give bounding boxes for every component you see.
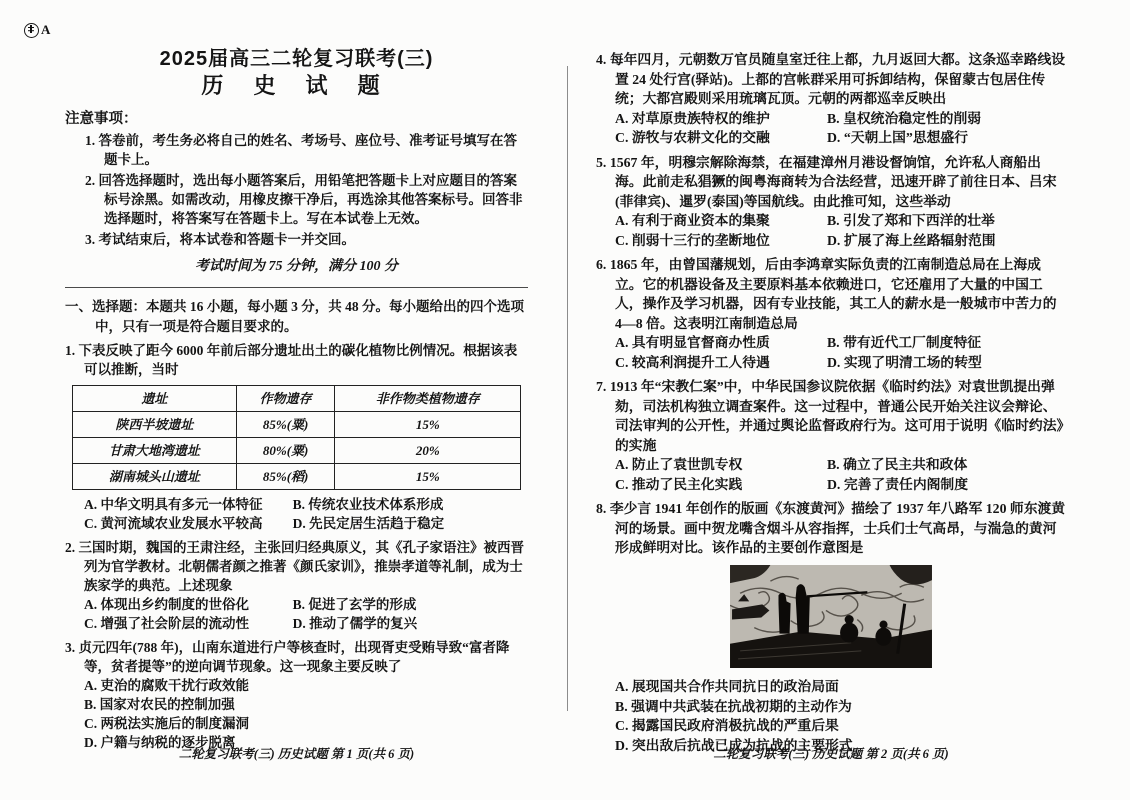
question-2-number: 2. (65, 540, 76, 555)
question-5-options (596, 211, 1066, 250)
notice-item: 3. 考试结束后，将本试卷和答题卡一并交回。 (85, 232, 355, 247)
exam-title: 2025届高三二轮复习联考(三) (159, 48, 434, 70)
question-8-text (596, 499, 1066, 558)
option-d: D. 完善了责任内阁制度 (826, 476, 969, 492)
q1-data-table (72, 385, 521, 490)
table-header-row (72, 386, 520, 412)
option-a: A. 对草原贵族特权的维护 (615, 110, 770, 126)
option-b: B. 传统农业技术体系形成 (292, 497, 444, 512)
table-header-cell: 作物遗存 (236, 386, 335, 412)
option-c: C. 增强了社会阶层的流动性 (84, 616, 249, 631)
question-5-text (596, 153, 1066, 212)
corner-label: A (41, 22, 51, 37)
table-row (72, 464, 520, 490)
option-a: A. 中华文明具有多元一体特征 (84, 497, 263, 512)
option-b: B. 引发了郑和下西洋的壮举 (826, 213, 995, 228)
question-5-body: 1567 年，明穆宗解除海禁，在福建漳州月港设督饷馆，允许私人商船出海。此前走私猖獗的闽粤海商转为合法经营，迅速开辟了前往日本、吕宋(菲律宾)、暹罗(泰国)等国航线。由此推可知，这些举动 (609, 154, 1057, 209)
question-3-body: 贞元四年(788 年)，山南东道进行户等核查时，出现胥吏受贿导致“富者降等，贫者提等”的逆向调节现象。这一现象主要反映了 (78, 640, 510, 674)
woodcut-print-container (596, 565, 1066, 674)
page-2-footer: 二轮复习联考(三) 历史试题 第 2 页(共 6 页) (713, 747, 949, 761)
question-7 (596, 377, 1066, 494)
notice-item: 2. 回答选择题时，选出每小题答案后，用铅笔把答题卡上对应题目的答案标号涂黑。如需改动，用橡皮擦干净后，再选涂其他答案标号。回答非选择题时，将答案写在答题卡上。写在本试卷上无效。 (85, 173, 523, 226)
question-6-options (596, 333, 1066, 372)
question-1-full: 1. (65, 343, 76, 358)
circled-seal-icon (24, 23, 39, 38)
question-1-body: 下表反映了距今 6000 年前后部分遗址出土的碳化植物比例情况。根据该表可以推断，当时 (78, 343, 518, 377)
question-4-number: 4. (596, 52, 607, 67)
page-1-footer: 二轮复习联考(三) 历史试题 第 1 页(共 6 页) (178, 747, 415, 761)
option-a: A. 具有明显官督商办性质 (615, 335, 770, 350)
option-c: C. 削弱十三行的垄断地位 (615, 232, 770, 248)
option-d: D. “天朝上国”思想盛行 (826, 130, 969, 145)
question-3-options (65, 676, 528, 752)
question-1 (65, 341, 528, 533)
question-6-text (596, 255, 1066, 333)
question-8-number: 8. (596, 501, 607, 516)
option-a: A. 体现出乡约制度的世俗化 (84, 597, 249, 612)
question-2-options (65, 595, 528, 633)
question-3-number: 3. (65, 640, 76, 655)
corner-mark (24, 22, 50, 38)
option-b: B. 确立了民主共和政体 (826, 457, 968, 472)
question-3-text (65, 638, 528, 676)
question-1-text (65, 341, 528, 379)
table-row (72, 412, 520, 438)
option-c: C. 揭露国民政府消极抗战的严重后果 (615, 718, 839, 733)
question-1-options (65, 495, 528, 533)
table-cell: 85%(稻) (236, 464, 335, 490)
option-b: B. 促进了玄学的形成 (292, 597, 417, 612)
notice-item: 1. 答卷前，考生务必将自己的姓名、考场号、座位号、准考证号填写在答题卡上。 (85, 133, 517, 167)
woodcut-print-image (730, 565, 932, 668)
question-6-number: 6. (596, 257, 607, 272)
subject-title: 历 史 试 题 (201, 73, 392, 98)
option-c: C. 黄河流域农业发展水平较高 (84, 516, 263, 531)
page-divider-line (567, 66, 568, 711)
table-header-cell: 遗址 (72, 386, 236, 412)
page-2 (596, 50, 1066, 755)
question-8-body: 李少言 1941 年创作的版画《东渡黄河》描绘了 1937 年八路军 120 师东渡黄河的场景。画中贺龙嘴含烟斗从容指挥，士兵们士气高昂，与湍急的黄河形成鲜明对比。该作品的主要创作意图是 (609, 501, 1066, 555)
section-rule (65, 287, 528, 288)
question-6 (596, 255, 1066, 372)
question-2-body: 三国时期，魏国的王肃注经，主张回归经典原义，其《孔子家语注》被西晋列为官学教材。北朝儒者颜之推著《颜氏家训》，推崇孝道等礼制，成为士族家学的典范。上述现象 (78, 540, 524, 593)
question-4-options (596, 109, 1066, 148)
table-cell: 20% (335, 438, 521, 464)
option-b: B. 带有近代工厂制度特征 (826, 335, 982, 350)
question-4-body: 每年四月，元朝数万官员随皇室迁往上都，九月返回大都。这条巡幸路线设置 24 处行宫(驿站)。上都的宫帐群采用可拆卸结构，保留蒙古包居住传统；大都宫殿则采用琉璃瓦顶。元朝的两都巡幸反映出 (609, 52, 1066, 106)
option-b: B. 皇权统治稳定性的削弱 (826, 110, 982, 126)
table-header-cell: 非作物类植物遗存 (335, 386, 521, 412)
question-2 (65, 538, 528, 633)
option-c: C. 推动了民主化实践 (615, 476, 743, 492)
option-d: D. 户籍与纳税的逐步脱离 (84, 735, 236, 750)
option-a: A. 防止了袁世凯专权 (615, 457, 743, 472)
table-cell: 湖南城头山遗址 (72, 464, 236, 490)
question-5-number: 5. (596, 154, 607, 170)
option-c: C. 两税法实施后的制度漏洞 (84, 716, 249, 731)
question-7-body: 1913 年“宋教仁案”中，中华民国参议院依据《临时约法》对袁世凯提出弹劾，司法机构独立调查案件。这一过程中，普通公民开始关注议会辩论、司法审判的公开性，并通过舆论监督政府行为。这可用于说明《临时约法》的实施 (609, 379, 1064, 453)
option-b: B. 强调中共武装在抗战初期的主动作为 (615, 698, 852, 714)
option-d: D. 扩展了海上丝路辐射范围 (826, 232, 996, 248)
table-cell: 陕西半坡遗址 (72, 412, 236, 438)
option-a: A. 吏治的腐败干扰行政效能 (84, 678, 249, 693)
option-d: D. 推动了儒学的复兴 (292, 616, 418, 631)
option-c: C. 较高利润提升工人待遇 (615, 354, 770, 370)
table-cell: 15% (335, 464, 521, 490)
option-b: B. 国家对农民的控制加强 (84, 697, 235, 712)
notice-heading: 注意事项： (65, 111, 138, 127)
table-cell: 15% (335, 412, 521, 438)
option-d: D. 先民定居生活趋于稳定 (292, 516, 445, 531)
option-a: A. 展现国共合作共同抗日的政治局面 (615, 679, 839, 694)
question-7-options (596, 455, 1066, 494)
question-5 (596, 153, 1066, 251)
option-d: D. 实现了明清工场的转型 (826, 354, 982, 370)
option-a: A. 有利于商业资本的集聚 (615, 213, 770, 228)
question-6-body: 1865 年，由曾国藩规划，后由李鸿章实际负责的江南制造总局在上海成立。它的机器设备及主要原料基本依赖进口，它还雇用了大量的中国工人，操作及学习机器，因有专业技能，其工人的薪水是一般城市中苦力的 4—8 倍。这表明江南制造总局 (609, 257, 1057, 331)
question-4 (596, 50, 1066, 148)
question-4-text (596, 50, 1066, 109)
question-8 (596, 499, 1066, 755)
page-1 (65, 50, 528, 752)
option-c: C. 游牧与农耕文化的交融 (615, 130, 770, 145)
option-d: D. 突出敌后抗战已成为抗战的主要形式 (615, 737, 853, 753)
question-3 (65, 638, 528, 752)
table-cell: 甘肃大地湾遗址 (72, 438, 236, 464)
table-cell: 85%(粟) (236, 412, 335, 438)
section-1-heading: 一、选择题：本题共 16 小题，每小题 3 分，共 48 分。每小题给出的四个选项中，只有一项是符合题目要求的。 (65, 299, 524, 334)
exam-time-note: 考试时间为 75 分钟，满分 100 分 (195, 259, 398, 274)
table-row (72, 438, 520, 464)
question-7-text (596, 377, 1066, 455)
question-2-text (65, 538, 528, 595)
table-cell: 80%(粟) (236, 438, 335, 464)
question-7-number: 7. (596, 379, 607, 394)
